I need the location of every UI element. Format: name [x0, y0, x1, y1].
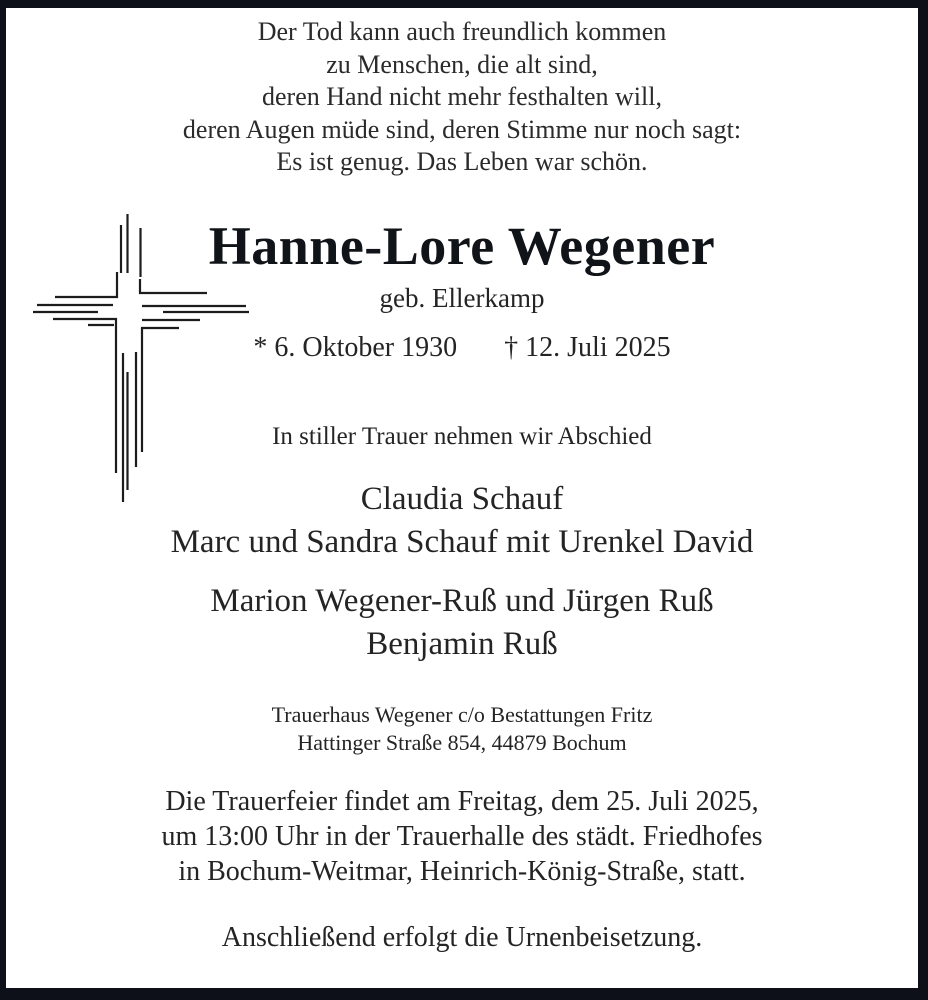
- mourner-line: Benjamin Ruß: [366, 625, 558, 662]
- maiden-name: geb. Ellerkamp: [379, 282, 545, 313]
- mourning-intro: In stiller Trauer nehmen wir Abschied: [272, 422, 652, 450]
- mourners-group: [6, 580, 918, 666]
- funeral-home-line: Hattinger Straße 854, 44879 Bochum: [297, 729, 627, 755]
- ceremony-line: um 13:00 Uhr in der Trauerhalle des städt. Friedhofes: [161, 820, 763, 852]
- ceremony-line: in Bochum-Weitmar, Heinrich-König-Straße, statt.: [178, 855, 746, 887]
- opening-poem: [6, 16, 918, 179]
- mourner-line: Marc und Sandra Schauf mit Urenkel David: [170, 523, 754, 560]
- mourner-line: Marion Wegener-Ruß und Jürgen Ruß: [210, 582, 714, 619]
- ceremony-details: [6, 784, 918, 889]
- birth-date: * 6. Oktober 1930: [253, 331, 458, 363]
- ceremony-line: Die Trauerfeier findet am Freitag, dem 25. Juli 2025,: [165, 785, 759, 817]
- funeral-home-line: Trauerhaus Wegener c/o Bestattungen Fritz: [271, 701, 653, 727]
- deceased-name: Hanne-Lore Wegener: [208, 215, 716, 276]
- poem-line: Es ist genug. Das Leben war schön.: [276, 147, 648, 176]
- poem-line: deren Augen müde sind, deren Stimme nur noch sagt:: [182, 114, 742, 144]
- cross-icon: [20, 200, 250, 510]
- death-date: † 12. Juli 2025: [504, 331, 671, 363]
- poem-line: zu Menschen, die alt sind,: [326, 49, 598, 79]
- poem-line: Der Tod kann auch freundlich kommen: [257, 17, 667, 46]
- closing-line: Anschließend erfolgt die Urnenbeisetzung.: [221, 921, 703, 953]
- mourner-line: Claudia Schauf: [360, 480, 564, 517]
- funeral-home-address: [6, 701, 918, 757]
- poem-line: deren Hand nicht mehr festhalten will,: [262, 82, 662, 111]
